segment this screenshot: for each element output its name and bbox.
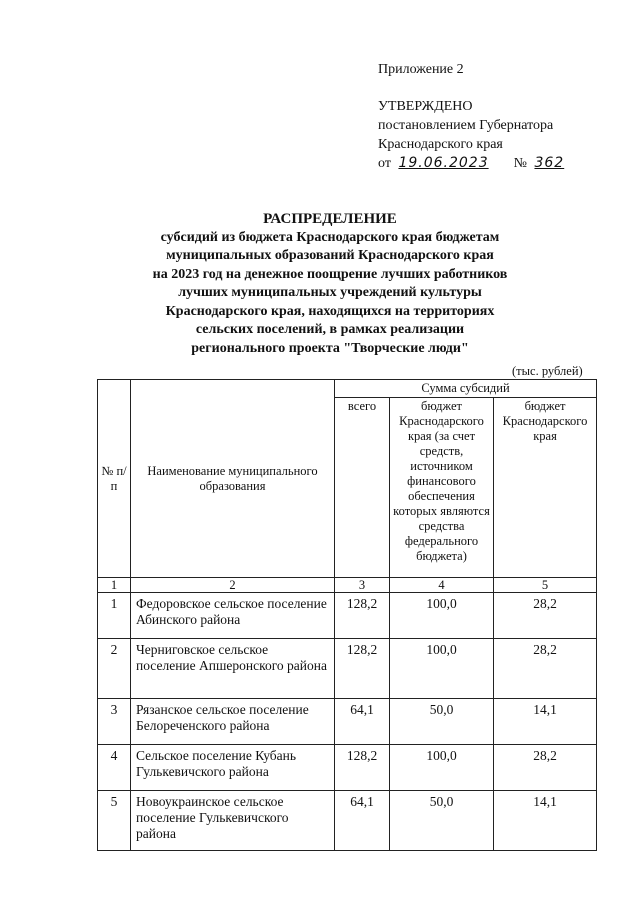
header-name: Наименование муниципального образования: [131, 380, 335, 578]
table-row: [98, 791, 597, 851]
row-regional: 28,2: [494, 745, 597, 791]
header-subsidy-sum: Сумма субсидий: [335, 380, 597, 398]
title-line: муниципальных образований Краснодарского края: [166, 248, 494, 263]
approved-by-line1: постановлением Губернатора: [378, 118, 554, 133]
title-line: Краснодарского края, находящихся на территориях: [165, 303, 495, 319]
header-regional-budget: бюджет Краснодарского края: [494, 398, 597, 578]
number-label: №: [513, 156, 527, 171]
approval-block: [378, 97, 568, 173]
table-row: [98, 639, 597, 699]
row-name: Федоровское сельское поселение Абинского района: [131, 593, 335, 639]
units-label: (тыс. рублей): [512, 364, 583, 378]
row-number: 5: [98, 791, 131, 851]
row-federal: 100,0: [390, 745, 494, 791]
table-row: [98, 699, 597, 745]
table-row: [98, 593, 597, 639]
row-total: 128,2: [335, 745, 390, 791]
column-number: 1: [98, 578, 131, 593]
approved-label: УТВЕРЖДЕНО: [378, 99, 473, 114]
column-number: 5: [494, 578, 597, 593]
row-total: 64,1: [335, 791, 390, 851]
header-number: № п/п: [98, 380, 131, 578]
row-federal: 100,0: [390, 639, 494, 699]
column-number: 3: [335, 578, 390, 593]
row-number: 2: [98, 639, 131, 699]
approval-date-line: [378, 154, 568, 173]
appendix-label: Приложение 2: [378, 62, 464, 77]
row-federal: 100,0: [390, 593, 494, 639]
title-heading: РАСПРЕДЕЛЕНИЕ: [263, 211, 397, 227]
row-number: 1: [98, 593, 131, 639]
row-federal: 50,0: [390, 699, 494, 745]
title-line: на 2023 год на денежное поощрение лучших работников: [152, 266, 508, 282]
row-total: 64,1: [335, 699, 390, 745]
row-number: 3: [98, 699, 131, 745]
row-name: Черниговское сельское поселение Апшеронского района: [131, 639, 335, 699]
approval-date: 19.06.2023: [398, 155, 489, 171]
column-number: 2: [131, 578, 335, 593]
row-regional: 14,1: [494, 791, 597, 851]
column-number: 4: [390, 578, 494, 593]
title-line: регионального проекта "Творческие люди": [191, 340, 469, 356]
table-row: [98, 745, 597, 791]
from-label: от: [378, 156, 391, 171]
header-federal-budget: бюджет Краснодарского края (за счет средств, источником финансового обеспечения которых являются средства федерального бюджета): [390, 398, 494, 578]
header-total: всего: [335, 398, 390, 578]
row-number: 4: [98, 745, 131, 791]
row-regional: 28,2: [494, 593, 597, 639]
document-title: [60, 210, 600, 358]
row-regional: 14,1: [494, 699, 597, 745]
row-name: Сельское поселение Кубань Гулькевичского района: [131, 745, 335, 791]
title-line: субсидий из бюджета Краснодарского края бюджетам: [160, 229, 500, 245]
subsidy-table: [97, 379, 597, 851]
row-federal: 50,0: [390, 791, 494, 851]
title-line: лучших муниципальных учреждений культуры: [178, 285, 482, 300]
title-line: сельских поселений, в рамках реализации: [195, 322, 465, 337]
approved-by-line2: Краснодарского края: [378, 137, 503, 152]
row-total: 128,2: [335, 639, 390, 699]
approval-number: 362: [534, 155, 565, 171]
row-name: Новоукраинское сельское поселение Гулькевичского района: [131, 791, 335, 851]
row-regional: 28,2: [494, 639, 597, 699]
row-total: 128,2: [335, 593, 390, 639]
row-name: Рязанское сельское поселение Белореченского района: [131, 699, 335, 745]
